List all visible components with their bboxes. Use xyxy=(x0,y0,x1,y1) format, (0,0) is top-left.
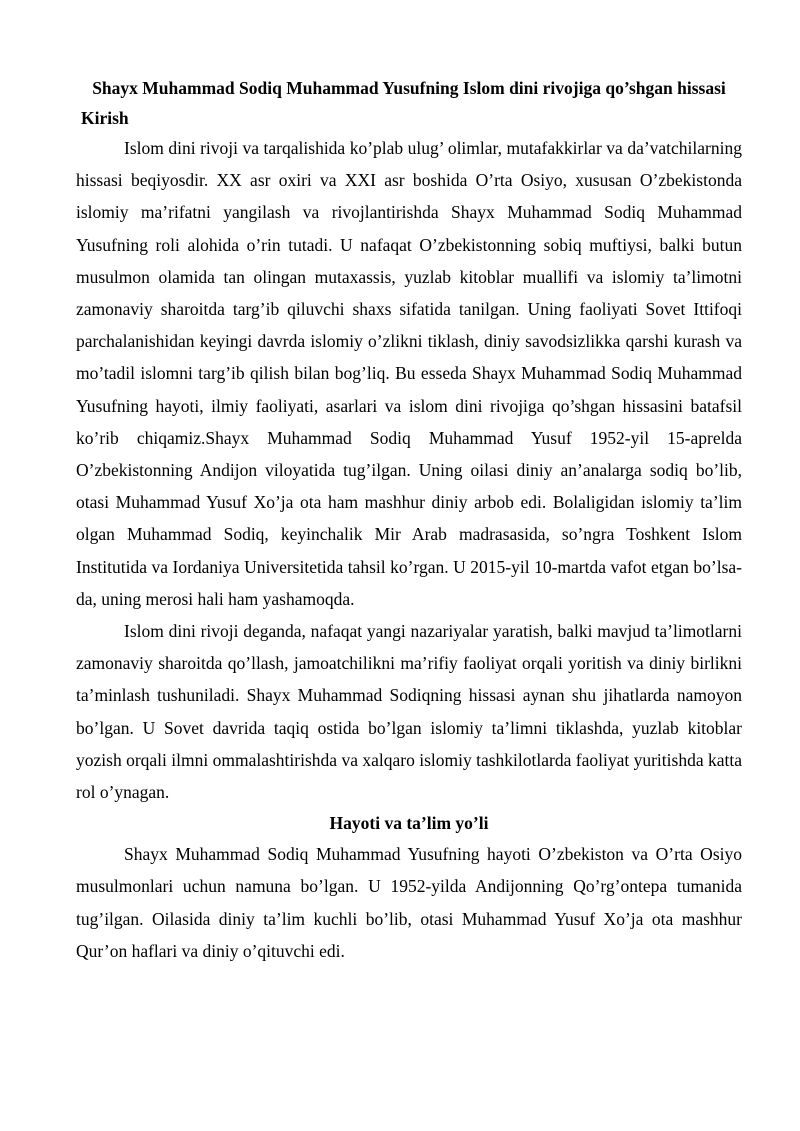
intro-heading: Kirish xyxy=(81,108,129,128)
section-heading: Hayoti va ta’lim yo’li xyxy=(329,813,489,834)
document-title: Shayx Muhammad Sodiq Muhammad Yusufning Islom dini rivojiga qo’shgan hissasi xyxy=(92,78,726,98)
document-page xyxy=(76,72,742,967)
section-paragraph-1: Shayx Muhammad Sodiq Muhammad Yusufning hayoti O’zbekiston va O’rta Osiyo musulmonlari uchun namuna bo’lgan. U 1952-yilda Andijonning Qo’rg’ontepa tumanida tug’ilgan. Oilasida diniy ta’lim kuchli bo’lib, otasi Muhammad Yusuf Xo’ja ota mashhur Qur’on haflari va diniy o’qituvchi edi. xyxy=(76,844,742,961)
intro-paragraph-1: Islom dini rivoji va tarqalishida ko’plab ulug’ olimlar, mutafakkirlar va da’vatchilarning hissasi beqiyosdir. XX asr oxiri va XXI asr boshida O’rta Osiyo, xususan O’zbekistonda islomiy ma’rifatni yangilash va rivojlantirishda Shayx Muhammad Sodiq Muhammad Yusufning roli alohida o’rin tutadi. U nafaqat O’zbekistonning sobiq muftiysi, balki butun musulmon olamida tan olingan mutaxassis, yuzlab kitoblar muallifi va islomiy ta’limotni zamonaviy sharoitda targ’ib qiluvchi shaxs sifatida tanilgan. Uning faoliyati Sovet Ittifoqi parchalanishidan keyingi davrda islomiy o’zlikni tiklash, diniy savodsizlikka qarshi kurash va mo’tadil islomni targ’ib qilish bilan bog’liq. Bu esseda Shayx Muhammad Sodiq Muhammad Yusufning hayoti, ilmiy faoliyati, asarlari va islom dini rivojiga qo’shgan hissasini batafsil ko’rib chiqamiz.Shayx Muhammad Sodiq Muhammad Yusuf 1952-yil 15-aprelda O’zbekistonning Andijon viloyatida tug’ilgan. Uning oilasi diniy an’analarga sodiq bo’lib, otasi Muhammad Yusuf Xo’ja ota ham mashhur diniy arbob edi. Bolaligidan islomiy ta’lim olgan Muhammad Sodiq, keyinchalik Mir Arab madrasasida, so’ngra Toshkent Islom Institutida va Iordaniya Universitetida tahsil ko’rgan. U 2015-yil 10-martda vafot etgan bo’lsa-da, uning merosi hali ham yashamoqda. xyxy=(76,138,742,609)
intro-paragraph-2: Islom dini rivoji deganda, nafaqat yangi nazariyalar yaratish, balki mavjud ta’limotlarni zamonaviy sharoitda qo’llash, jamoatchilikni ma’rifiy faoliyat orqali yoritish va diniy birlikni ta’minlash tushuniladi. Shayx Muhammad Sodiqning hissasi aynan shu jihatlarda namoyon bo’lgan. U Sovet davrida taqiq ostida bo’lgan islomiy ta’limni tiklashda, yuzlab kitoblar yozish orqali ilmni ommalashtirishda va xalqaro islomiy tashkilotlarda faoliyat yuritishda katta rol o’ynagan. xyxy=(76,621,742,803)
